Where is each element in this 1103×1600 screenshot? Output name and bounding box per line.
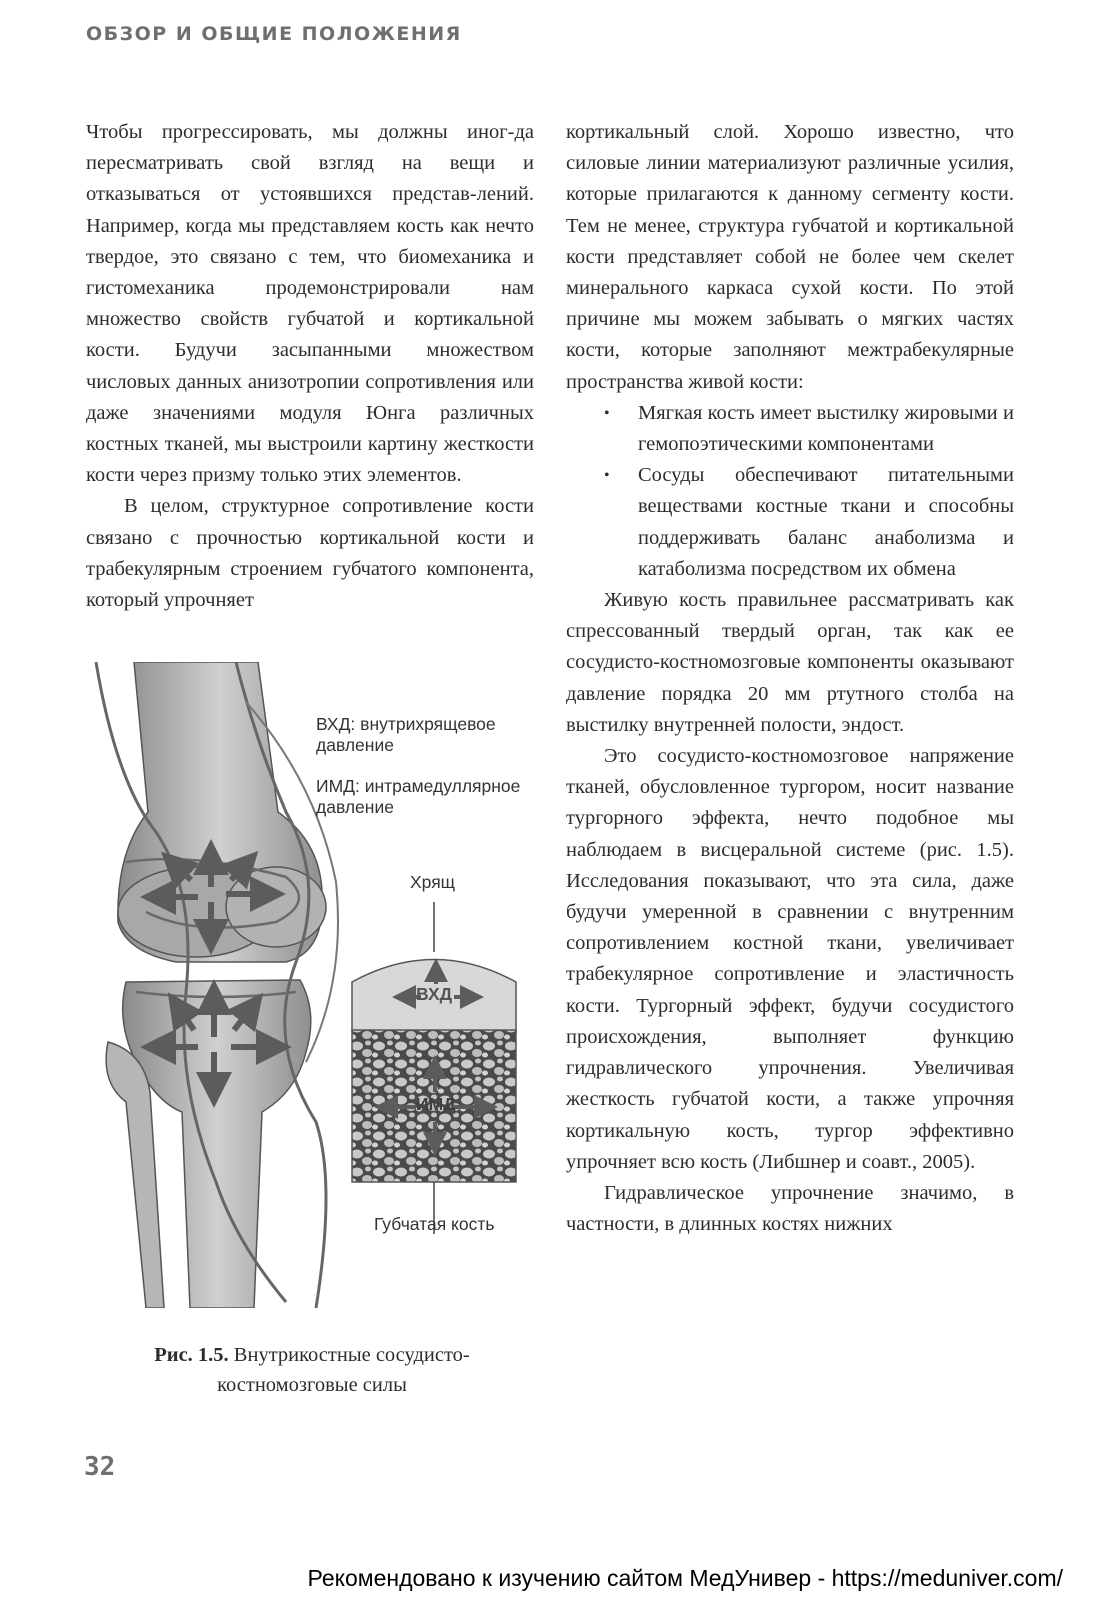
caption-text: костномозговые силы — [217, 1374, 407, 1396]
figure-caption — [86, 1340, 538, 1400]
list-item: • Сосуды обеспечивают питательными веществами костные ткани и способны поддерживать баланс анаболизма и катаболизма посредством их обмена — [638, 460, 1014, 585]
legend-vhd-line: давление — [316, 735, 394, 755]
legend-vhd-line: ВХД: внутрихрящевое — [316, 714, 496, 734]
running-title: ОБЗОР И ОБЩИЕ ПОЛОЖЕНИЯ — [86, 23, 462, 45]
paragraph: Чтобы прогрессировать, мы должны иног-да пересматривать свой взгляд на вещи и отказываться от устоявшихся представ-лений. Например, когда мы представляем кость как нечто твердое, это связано с тем, что биомеханика и гистомеханика продемонстрировали нам множество свойств губчатой и кортикальной кости. Будучи засыпанными множеством числовых данных анизотропии сопротивления или даже значениями модуля Юнга различных костных тканей, мы выстроили картину жесткости кости через призму только этих элементов. — [86, 121, 534, 487]
label-vhd: ВХД — [416, 984, 453, 1004]
caption-text: Внутрикостные сосудисто- — [233, 1344, 470, 1366]
page-number: 32 — [84, 1452, 116, 1482]
left-column — [86, 117, 534, 616]
paragraph: Гидравлическое упрочнение значимо, в частности, в длинных костях нижних — [566, 1181, 1014, 1236]
label-spongy-bone: Губчатая кость — [374, 1214, 495, 1234]
knee-bone-drawing — [86, 662, 538, 1308]
legend-imd-line: давление — [316, 797, 394, 817]
figure-knee-illustration — [86, 662, 538, 1308]
paragraph: Живую кость правильнее рассматривать как спрессованный твердый орган, так как ее сосудисто-костномозговые компоненты оказывают давление порядка 20 мм ртутного столба на выстилку внутренней полости, эндост. — [566, 589, 1014, 736]
legend-imd — [316, 776, 520, 818]
caption-label: Рис. 1.5. — [154, 1344, 229, 1366]
bullet-list — [566, 398, 1014, 585]
paragraph: кортикальный слой. Хорошо известно, что силовые линии материализуют различные усилия, которые прилагаются к данному сегменту кости. Тем не менее, структура губчатой и кортикальной кости представляет собой не более чем скелет минерального каркаса сухой кости. По этой причине мы можем забывать о мягких частях кости, которые заполняют межтрабекулярные пространства живой кости: — [566, 121, 1014, 393]
right-column — [566, 117, 1014, 1240]
paragraph: В целом, структурное сопротивление кости связано с прочностью кортикальной кости и трабекулярным строением губчатого компонента, который упрочняет — [86, 495, 534, 612]
legend-imd-line: ИМД: интрамедуллярное — [316, 776, 521, 796]
label-cartilage: Хрящ — [410, 872, 456, 892]
watermark: Рекомендовано к изучению сайтом МедУнивер - https://meduniver.com/ — [307, 1565, 1063, 1591]
list-item: • Мягкая кость имеет выстилку жировыми и гемопоэтическими компонентами — [638, 398, 1014, 460]
label-imd: ИМД — [416, 1094, 456, 1114]
paragraph: Это сосудисто-костномозговое напряжение тканей, обусловленное тургором, носит название тургорного эффекта, нечто подобное мы наблюдаем в висцеральной системе (рис. 1.5). Исследования показывают, что эта сила, даже будучи умеренной в сравнении с внутренним сопротивлением костной ткани, увеличивает трабекулярное сопротивление и эластичность кости. Тургорный эффект, будучи сосудистого происхождения, выполняет функцию гидравлического упрочнения. Увеличивая жесткость губчатой кости, а также упрочняя кортикальную кость, тургор эффективно упрочняет всю кость (Либшнер и соавт., 2005). — [566, 745, 1014, 1173]
legend-vhd — [316, 714, 496, 756]
